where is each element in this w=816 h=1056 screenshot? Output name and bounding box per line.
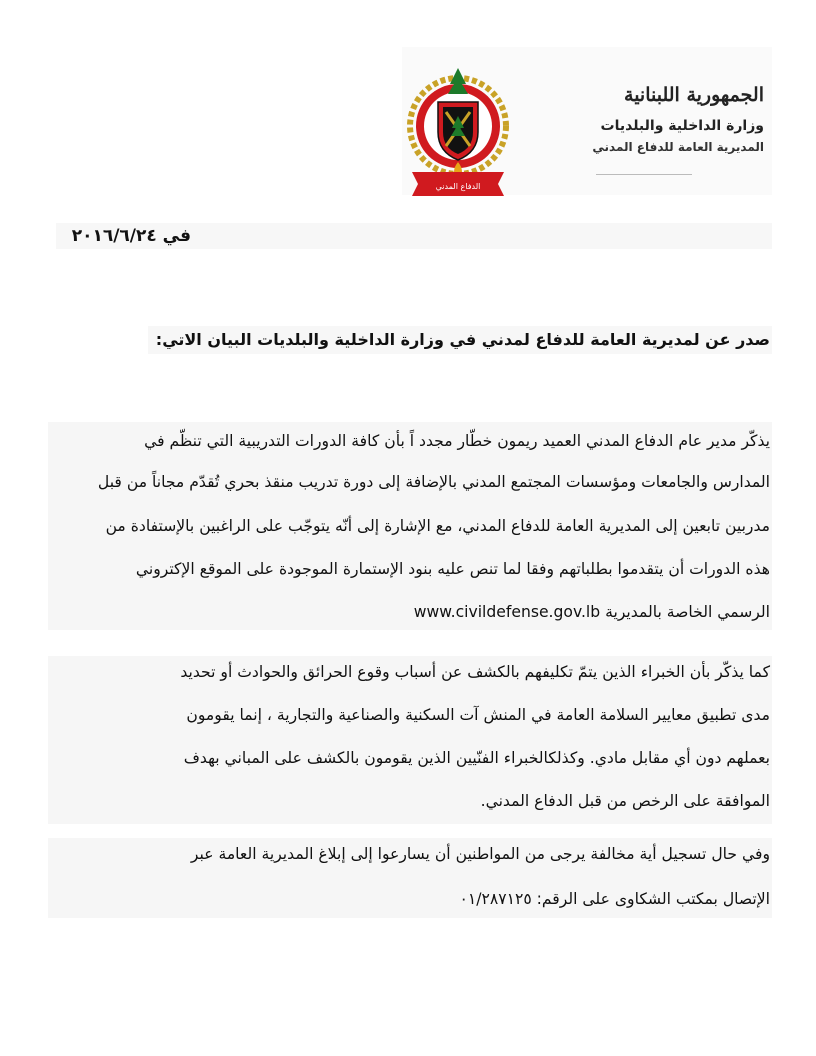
paragraph-line: هذه الدورات أن يتقدموا بطلباتهم وفقا لما تنص عليه بنود الإستمارة الموجودة على الموقع الإكتروني <box>135 560 770 578</box>
civil-defense-emblem <box>404 62 512 200</box>
paragraph-line: يذكّر مدير عام الدفاع المدني العميد ريمون خطّار مجدد اً بأن كافة الدورات التدريبية التي تنظّم في <box>144 432 770 450</box>
paragraph-line: بعملهم دون أي مقابل مادي. وكذلكالخبراء الفنّيين الذين يقومون بالكشف على المباني بهدف <box>183 749 770 767</box>
paragraph-line: المدارس والجامعات ومؤسسات المجتمع المدني بالإضافة إلى دورة تدريب منقذ بحري تُقدّم مجاناً من قبل <box>97 473 770 491</box>
paragraph-line: كما يذكّر بأن الخبراء الذين يتمّ تكليفهم بالكشف عن أسباب وقوع الحرائق والحوادث أو تحديد <box>180 663 770 681</box>
header-republic: الجمهورية اللبنانية <box>624 84 764 106</box>
paragraph-line: وفي حال تسجيل أية مخالفة يرجى من المواطنين أن يسارعوا إلى إبلاغ المديرية العامة عبر <box>190 845 770 863</box>
header-divider <box>596 174 692 175</box>
document-date: في ٢٠١٦/٦/٢٤ <box>71 226 191 246</box>
paragraph-line: الإتصال بمكتب الشكاوى على الرقم: ٠١/٢٨٧١٢٥ <box>459 890 770 908</box>
paragraph-line: مدى تطبيق معايير السلامة العامة في المنش آت السكنية والصناعية والتجارية ، إنما يقومون <box>186 706 770 724</box>
paragraph-line: الرسمي الخاصة بالمديرية www.civildefense.gov.lb <box>413 603 770 621</box>
header-directorate: المديرية العامة للدفاع المدني <box>592 140 764 154</box>
paragraph-line: مدربين تابعين إلى المديرية العامة للدفاع المدني، مع الإشارة إلى أنّه يتوجّب على الراغبين بالإستفادة من <box>105 517 770 535</box>
header-ministry: وزارة الداخلية والبلديات <box>600 118 764 134</box>
paragraph-line: الموافقة على الرخص من قبل الدفاع المدني. <box>480 792 770 810</box>
document-title: صدر عن لمديرية العامة للدفاع لمدني في وزارة الداخلية والبلديات البيان الاتي: <box>155 330 770 349</box>
emblem-caption: الدفاع المدني <box>435 182 481 191</box>
